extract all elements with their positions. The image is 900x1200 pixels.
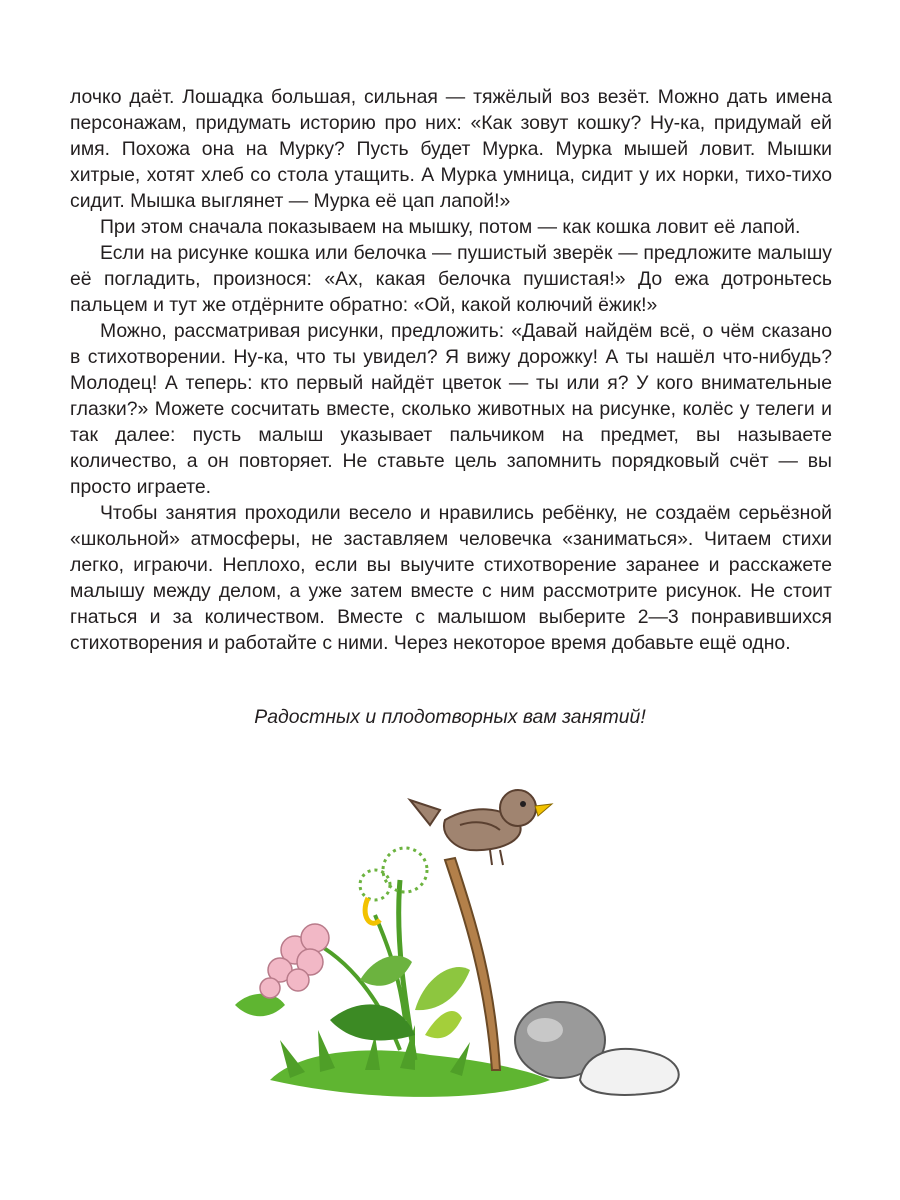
paragraph-2: При этом сначала показываем на мышку, потом — как кошка ловит её лапой. (100, 216, 801, 238)
closing-wish: Радостных и плодотворных вам занятий! (254, 706, 646, 728)
paragraph-3: Если на рисунке кошка или белочка — пушистый зверёк — предложите малышу её погладить, произнося: «Ах, какая белочка пушистая!» До ежа дотроньтесь пальцем и тут же отдёрните обратно: «Ой, какой колючий ёжик!» (70, 242, 832, 316)
dandelion-flower-icon (360, 848, 427, 900)
pink-flower-icon (260, 924, 329, 998)
branch-icon (445, 858, 500, 1070)
body-text (70, 84, 832, 656)
bird-and-flowers-illustration (200, 780, 700, 1120)
paragraph-1: лочко даёт. Лошадка большая, сильная — тяжёлый воз везёт. Можно дать имена персонажам, придумать историю про них: «Как зовут кошку? Ну-ка, придумай ей имя. Похожа она на Мурку? Пусть будет Мурка. Мурка мышей ловит. Мышки хитрые, хотят хлеб со стола утащить. А Мурка умница, сидит у их норки, тихо-тихо сидит. Мышка выглянет — Мурка её цап лапой!» (70, 86, 832, 212)
sparrow-icon (410, 790, 552, 865)
paragraph-4: Можно, рассматривая рисунки, предложить: «Давай найдём всё, о чём сказано в стихотворении. Ну-ка, что ты увидел? Я вижу дорожку! А ты нашёл что-нибудь? Молодец! А теперь: кто первый найдёт цветок — ты или я? У кого внимательные глазки?» Можете сосчитать вместе, сколько животных на рисунке, колёс у телеги и так далее: пусть малыш указывает пальчиком на предмет, вы называете количество, а он повторяет. Не ставьте цель запомнить порядковый счёт — вы просто играете. (70, 320, 832, 498)
paragraph-5: Чтобы занятия проходили весело и нравились ребёнку, не создаём серьёзной «школьной» атмосферы, не заставляем человечка «заниматься». Читаем стихи легко, играючи. Неплохо, если вы выучите стихотворение заранее и расскажете малышу между делом, а уже затем вместе с ним рассмотрите рисунок. Не стоит гнаться и за количеством. Вместе с малышом выберите 2—3 понравившихся стихотворения и работайте с ними. Через некоторое время добавьте ещё одно. (70, 502, 832, 654)
white-stone-icon (580, 1049, 679, 1095)
